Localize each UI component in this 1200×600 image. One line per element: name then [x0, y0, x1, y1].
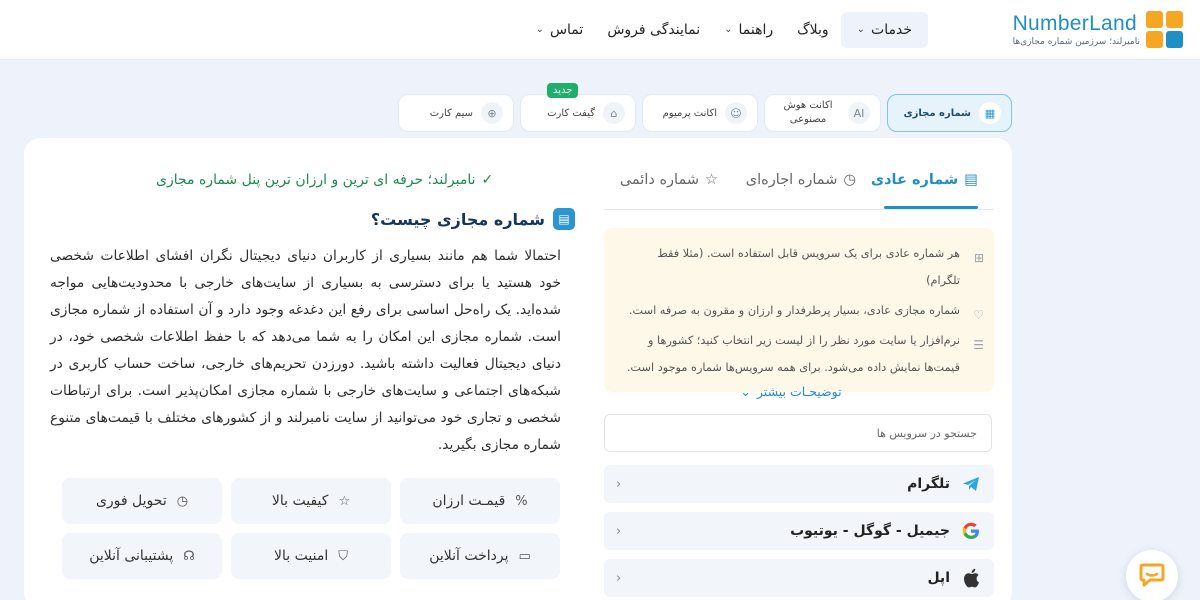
service-item-google[interactable] — [604, 512, 994, 550]
info-text: نرم‌افزار یا سایت مورد نظر را از لیست زیر انتخاب کنید؛ کشورها و قیمت‌ها نمایش داده می‌شود. برای همه سرویس‌ها شماره موجود است. — [626, 334, 960, 374]
ai-icon: AI — [848, 102, 870, 124]
article-tagline — [156, 172, 493, 188]
active-tab-indicator — [884, 206, 978, 209]
nav-label: تماس — [549, 22, 584, 38]
nav-label: نمایندگی فروش — [607, 22, 701, 38]
nav-item-resellers[interactable] — [595, 12, 712, 48]
brand-name: NumberLand — [1012, 12, 1137, 35]
globe-icon: ⊕ — [481, 102, 503, 124]
chevron-down-icon: ⌄ — [724, 23, 733, 35]
tab-label: شماره دائمی — [619, 172, 699, 188]
plus-message-icon: ⊞ — [973, 251, 984, 265]
category-label: اکانت هوش مصنوعی — [783, 100, 833, 125]
more-details-link[interactable] — [622, 384, 960, 399]
card-icon: ▭ — [518, 548, 531, 564]
category-sim-card[interactable] — [398, 94, 514, 132]
new-badge: جدید — [547, 83, 578, 98]
user-icon: ☺ — [725, 102, 747, 124]
category-label: گیفت کارت — [547, 107, 595, 119]
info-row — [622, 240, 984, 294]
top-header — [0, 0, 1200, 60]
service-name: اپل — [927, 570, 950, 586]
nav-label: وبلاگ — [797, 22, 829, 38]
info-text: هر شماره عادی برای یک سرویس قابل استفاده است. (مثلا فقط تلگرام) — [657, 247, 960, 287]
tab-label: شماره عادی — [870, 172, 959, 188]
feature-label: قیمـت ارزان — [432, 493, 506, 509]
service-name: تلگرام — [907, 476, 950, 492]
document-icon: ▤ — [553, 208, 575, 230]
numberland-logo[interactable] — [1014, 10, 1184, 50]
category-gift-card[interactable] — [520, 85, 636, 132]
nav-item-contact[interactable] — [524, 12, 596, 48]
percent-icon: % — [515, 493, 528, 509]
shield-icon: ⛉ — [338, 548, 348, 564]
brand-tagline: نامبرلند؛ سرزمین شماره مجازی‌ها — [1012, 37, 1140, 47]
tab-label: شماره اجاره‌ای — [745, 172, 838, 188]
article-title-text: شماره مجازی چیست؟ — [370, 209, 545, 229]
logo-icon — [1146, 11, 1184, 49]
chat-icon — [1138, 560, 1166, 592]
article-body: احتمالا شما هم مانند بسیاری از کاربران دنیای دیجیتال نگران افشای اطلاعات شخصی خود هستید یا برای دسترسی به بسیاری از سایت‌های خارجی با محدودیت‌هایی مواجه شده‌اید. یک راه‌حل اساسی برای رفع این دغدغه وجود دارد و آن استفاده از شماره مجازی است. شماره مجازی این امکان را به شما می‌دهد که با حفظ اطلاعات شخصی خود، در دنیای دیجیتال فعالیت داشته باشید. دورزدن تحریم‌های خارجی، ساخت حساب کاربری در شبکه‌های اجتماعی و سایت‌های خارجی با شماره مجازی امکان‌پذیر است. برای ارتباطات شخصی و تجاری خود می‌توانید از سایت نامبرلند و از کشورهای مختلف با قیمت‌های متنوع شماره مجازی بگیرید. — [50, 248, 561, 453]
chevron-left-icon: ‹ — [616, 570, 622, 586]
feature-online-payment — [400, 533, 560, 579]
tab-permanent-number[interactable] — [620, 172, 718, 188]
article-title — [371, 208, 575, 230]
chevron-left-icon: ‹ — [616, 476, 622, 492]
headset-icon: ☊ — [183, 548, 195, 564]
category-premium-account[interactable] — [642, 94, 758, 132]
sim-icon: ▦ — [979, 102, 1001, 124]
feature-high-security — [231, 533, 391, 579]
feature-label: تحویل فوری — [95, 493, 167, 509]
category-ai-account[interactable] — [764, 94, 881, 132]
nav-label: خدمات — [871, 22, 912, 38]
nav-item-blog[interactable] — [785, 12, 841, 48]
feature-cheap-price — [400, 478, 560, 524]
info-row — [622, 327, 984, 381]
chevron-left-icon: ‹ — [616, 523, 622, 539]
category-label: شماره مجازی — [903, 107, 971, 119]
star-icon: ☆ — [338, 493, 351, 509]
info-row — [622, 297, 984, 324]
heart-icon: ♡ — [973, 308, 984, 322]
service-name: جیمیل - گوگل - یوتیوب — [790, 523, 950, 539]
chevron-down-icon: ⌄ — [740, 384, 751, 399]
support-chat-button[interactable] — [1126, 550, 1178, 600]
clock-icon: ◷ — [843, 172, 856, 188]
telegram-icon — [960, 473, 982, 495]
check-icon: ✓ — [481, 172, 494, 188]
list-icon: ☰ — [973, 338, 984, 352]
apple-icon — [960, 567, 982, 589]
number-type-tabs — [604, 160, 994, 210]
feature-instant-delivery — [62, 478, 222, 524]
nav-label: راهنما — [738, 22, 774, 38]
main-nav — [524, 12, 928, 48]
service-search-input[interactable] — [604, 414, 992, 452]
nav-item-guide[interactable] — [712, 12, 785, 48]
info-text: شماره مجازی عادی، بسیار پرطرفدار و ارزان و مقرون به صرفه است. — [628, 304, 960, 317]
gift-icon: ⌂ — [603, 102, 625, 124]
clock-icon: ◷ — [176, 493, 189, 509]
tab-rental-number[interactable] — [746, 172, 856, 188]
feature-label: کیفیت بالا — [271, 493, 329, 509]
service-item-telegram[interactable] — [604, 465, 994, 503]
chevron-down-icon: ⌄ — [856, 23, 866, 35]
feature-high-quality — [231, 478, 391, 524]
tab-regular-number[interactable] — [871, 172, 978, 188]
google-icon — [960, 520, 982, 542]
chevron-down-icon: ⌄ — [535, 23, 544, 35]
star-icon: ☆ — [705, 172, 718, 188]
service-item-apple[interactable] — [604, 559, 994, 597]
info-box — [604, 228, 994, 399]
category-virtual-number[interactable] — [887, 94, 1012, 132]
feature-label: پرداخت آنلاین — [429, 548, 509, 564]
feature-label: امنیت بالا — [274, 548, 329, 564]
list-icon: ▤ — [964, 172, 978, 188]
category-label: اکانت پرمیوم — [662, 107, 717, 119]
feature-label: پشتیبانی آنلاین — [89, 548, 174, 564]
more-label: توضیحـات بیشتر — [756, 384, 842, 399]
category-label: سیم کارت — [429, 107, 473, 119]
tagline-text: نامبرلند؛ حرفه ای ترین و ارزان ترین پنل شماره مجازی — [156, 172, 476, 188]
feature-online-support — [62, 533, 222, 579]
nav-item-services[interactable] — [841, 12, 928, 48]
